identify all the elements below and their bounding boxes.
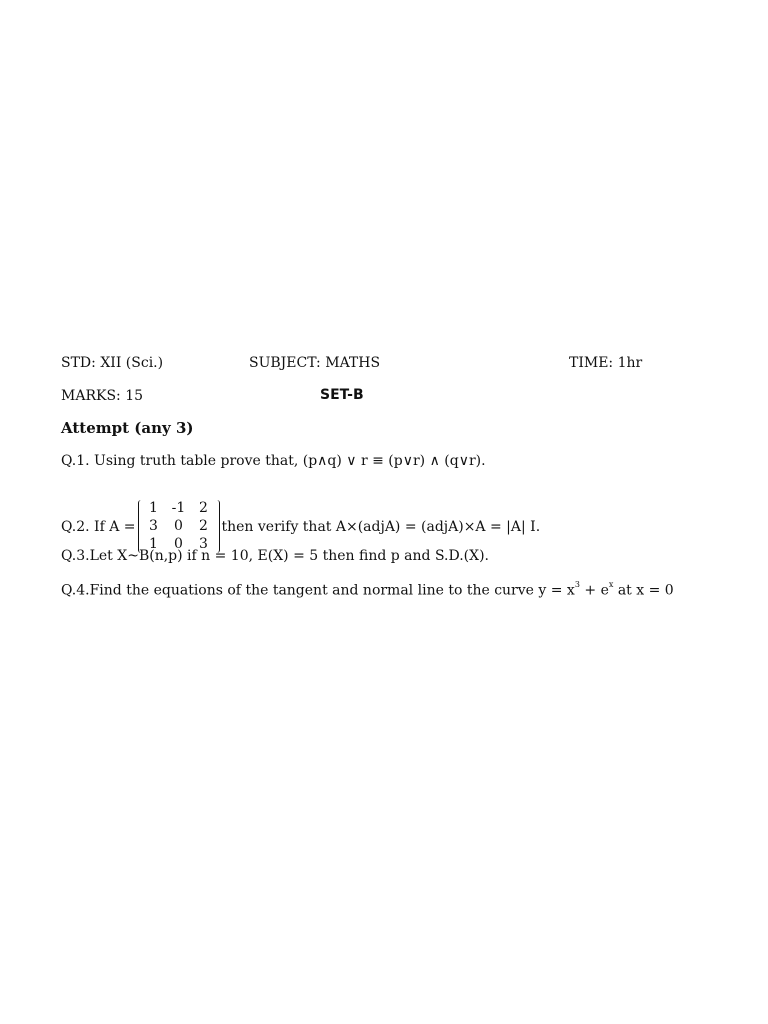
matrix-a [138, 500, 220, 553]
subject-label: SUBJECT: MATHS [249, 355, 381, 371]
question-2-suffix: then verify that A×(adjA) = (adjA)×A = |A| I. [221, 518, 541, 535]
marks-label: MARKS: 15 [61, 388, 144, 404]
set-label: SET-B [320, 387, 364, 403]
matrix-cell: 0 [174, 518, 183, 534]
question-4-mid: + e [584, 582, 609, 599]
std-label: STD: XII (Sci.) [61, 355, 164, 371]
question-3: Q.3.Let X~B(n,p) if n = 10, E(X) = 5 then find p and S.D.(X). [61, 548, 490, 564]
question-2-prefix: Q.2. If A = [61, 518, 136, 535]
time-label: TIME: 1hr [569, 355, 643, 371]
instruction-heading: Attempt (any 3) [61, 419, 194, 437]
question-1: Q.1. Using truth table prove that, (p∧q) ∨ r ≡ (p∨r) ∧ (q∨r). [61, 453, 486, 469]
exponent-x: x [608, 580, 614, 589]
matrix-cell: 3 [199, 536, 208, 552]
matrix-cell: 0 [174, 536, 183, 552]
matrix-cell: 1 [149, 536, 158, 552]
question-4 [61, 582, 674, 599]
matrix-cell: -1 [171, 500, 186, 516]
matrix-cell: 2 [199, 518, 208, 534]
question-4-suffix: at x = 0 [617, 582, 674, 599]
question-4-prefix: Q.4.Find the equations of the tangent and normal line to the curve y = x [61, 582, 575, 599]
exponent-3: 3 [574, 580, 580, 589]
matrix-cell: 3 [149, 518, 158, 534]
question-2 [61, 500, 540, 553]
matrix-cell: 2 [199, 500, 208, 516]
matrix-cell: 1 [149, 500, 158, 516]
